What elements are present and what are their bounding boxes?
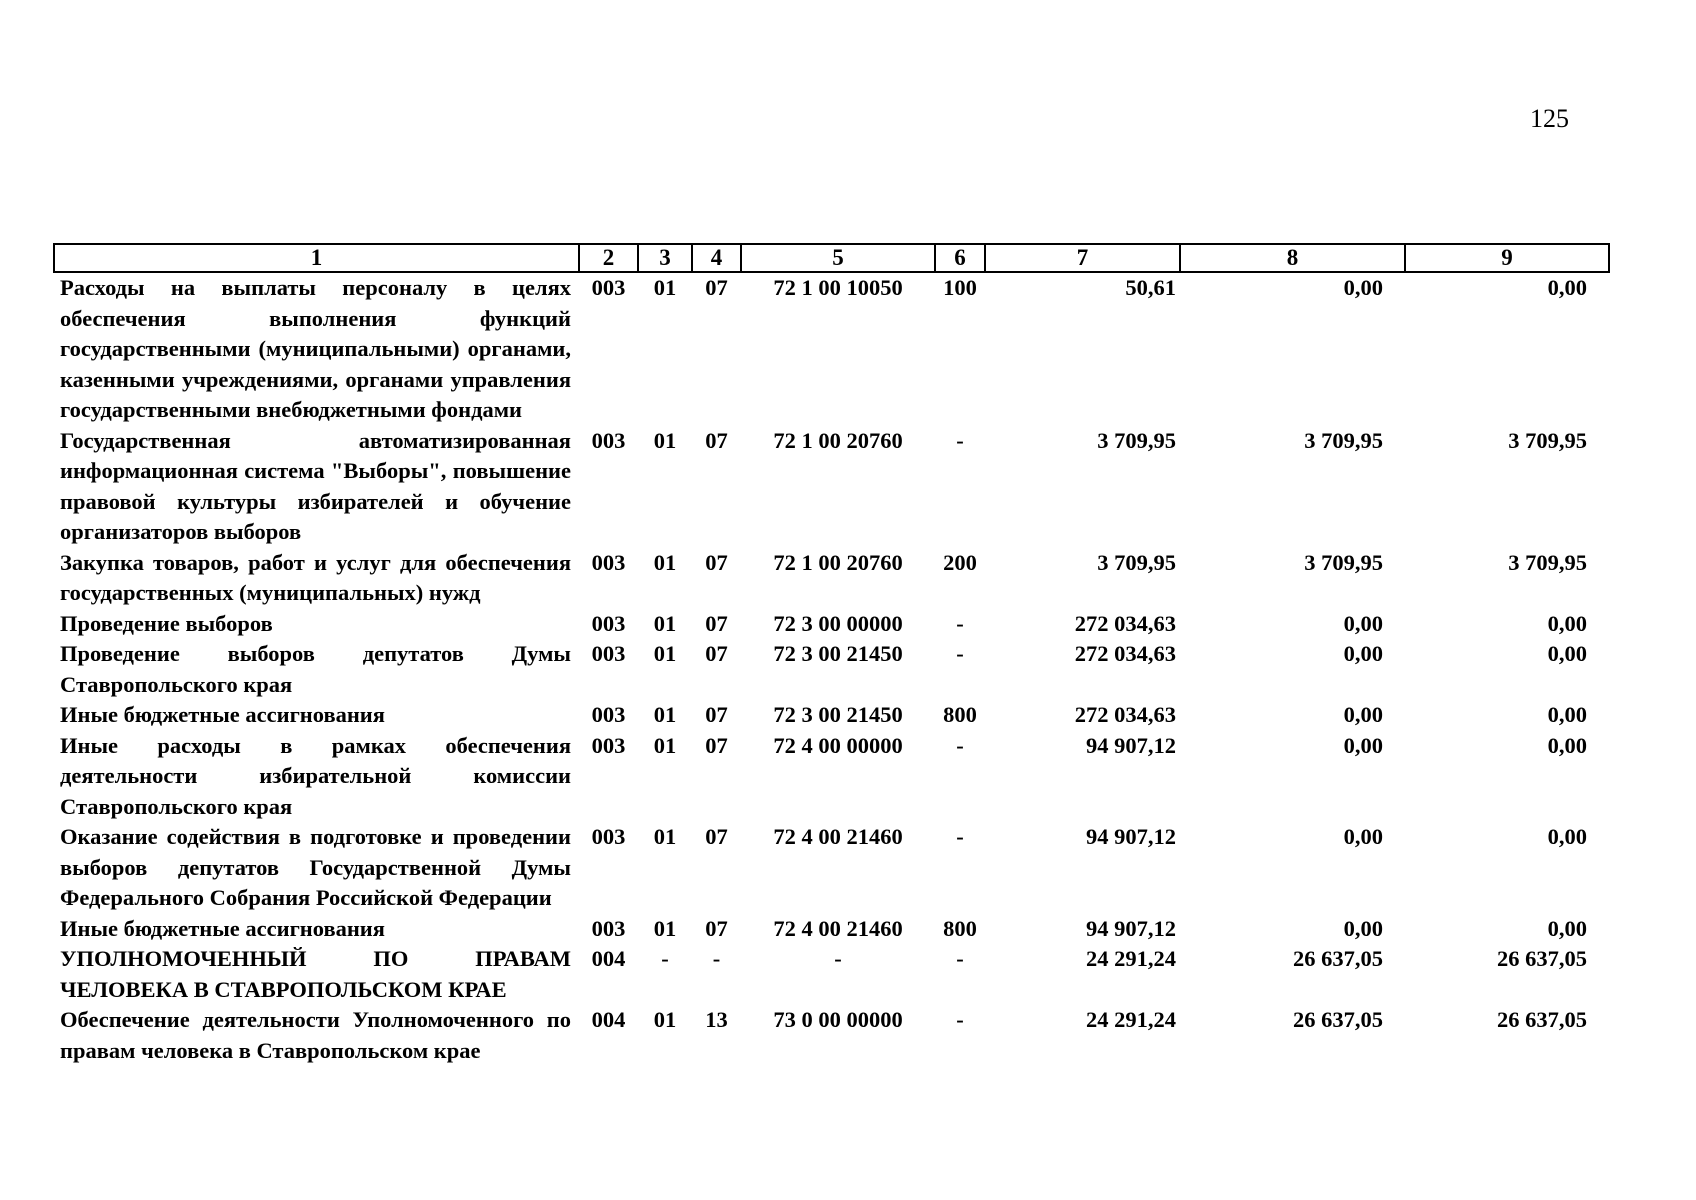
table-row — [54, 944, 1609, 1005]
admin-code: 003 — [591, 915, 626, 941]
subsection-code: 07 — [705, 824, 728, 849]
amount-col7: 50,61 — [1125, 275, 1176, 300]
section-code: 01 — [653, 824, 677, 849]
section-code: 01 — [653, 427, 677, 453]
table-body — [54, 272, 1609, 1066]
target-article-code: 73 0 00 00000 — [773, 1007, 903, 1032]
expense-type-code: 200 — [943, 549, 977, 575]
amount-col8: 3 709,95 — [1304, 427, 1383, 453]
target-article-code: 72 1 00 20760 — [773, 427, 903, 453]
amount-col8: 0,00 — [1343, 915, 1383, 941]
header-row — [54, 244, 1609, 272]
table-row — [54, 914, 1609, 945]
amount-col9: 0,00 — [1547, 275, 1587, 300]
item-name: УПОЛНОМОЧЕННЫЙ ПО ПРАВАМ ЧЕЛОВЕКА В СТАВРОПОЛЬСКОМ КРАЕ — [60, 946, 571, 1002]
amount-col8: 0,00 — [1343, 702, 1383, 727]
item-name: Государственная автоматизированная информационная система "Выборы", повышение правовой культуры избирателей и обучение организаторов выборов — [60, 427, 571, 544]
section-code: 01 — [653, 915, 677, 941]
amount-col9: 26 637,05 — [1497, 1007, 1587, 1032]
amount-col8: 26 637,05 — [1293, 946, 1383, 971]
expense-type-code: - — [956, 1007, 964, 1032]
target-article-code: 72 3 00 21450 — [773, 641, 903, 666]
expense-type-code: - — [956, 610, 964, 636]
column-header: 7 — [985, 244, 1180, 272]
amount-col9: 0,00 — [1547, 824, 1587, 849]
amount-col7: 272 034,63 — [1074, 641, 1176, 666]
item-name: Закупка товаров, работ и услуг для обеспечения государственных (муниципальных) нужд — [60, 549, 571, 605]
table-row — [54, 609, 1609, 640]
amount-col8: 3 709,95 — [1304, 549, 1383, 575]
subsection-code: 07 — [705, 610, 728, 636]
item-name: Проведение выборов — [60, 610, 273, 636]
amount-col9: 3 709,95 — [1508, 549, 1587, 575]
section-code: 01 — [653, 275, 677, 300]
amount-col9: 0,00 — [1547, 610, 1587, 636]
expense-type-code: 800 — [943, 702, 977, 727]
section-code: 01 — [653, 610, 677, 636]
column-header: 8 — [1180, 244, 1405, 272]
subsection-code: 07 — [705, 427, 728, 453]
item-name: Проведение выборов депутатов Думы Ставропольского края — [60, 641, 571, 697]
item-name: Иные бюджетные ассигнования — [60, 915, 385, 941]
amount-col8: 26 637,05 — [1293, 1007, 1383, 1032]
target-article-code: 72 4 00 21460 — [773, 915, 903, 941]
target-article-code: 72 4 00 21460 — [773, 824, 903, 849]
admin-code: 003 — [591, 824, 626, 849]
table-row — [54, 822, 1609, 914]
amount-col7: 94 907,12 — [1086, 732, 1176, 758]
amount-col7: 24 291,24 — [1086, 1007, 1176, 1032]
subsection-code: 07 — [705, 915, 728, 941]
section-code: 01 — [653, 641, 677, 666]
subsection-code: - — [712, 946, 721, 971]
item-name: Иные бюджетные ассигнования — [60, 702, 385, 727]
subsection-code: 07 — [705, 732, 728, 758]
item-name: Иные расходы в рамках обеспечения деятельности избирательной комиссии Ставропольского края — [60, 732, 571, 819]
target-article-code: 72 3 00 00000 — [773, 610, 903, 636]
column-header: 9 — [1405, 244, 1609, 272]
amount-col7: 94 907,12 — [1086, 915, 1176, 941]
subsection-code: 07 — [705, 549, 728, 575]
amount-col8: 0,00 — [1343, 824, 1383, 849]
admin-code: 004 — [591, 946, 626, 971]
subsection-code: 13 — [705, 1007, 728, 1032]
admin-code: 003 — [591, 610, 626, 636]
amount-col9: 0,00 — [1547, 702, 1587, 727]
expense-type-code: 100 — [943, 275, 977, 300]
table-row — [54, 426, 1609, 548]
section-code: 01 — [653, 702, 677, 727]
amount-col7: 3 709,95 — [1097, 549, 1176, 575]
amount-col9: 3 709,95 — [1508, 427, 1587, 453]
expense-type-code: - — [956, 427, 964, 453]
amount-col8: 0,00 — [1343, 732, 1383, 758]
item-name: Оказание содействия в подготовке и проведении выборов депутатов Государственной Думы Федерального Собрания Российской Федерации — [60, 824, 571, 910]
amount-col7: 24 291,24 — [1086, 946, 1176, 971]
item-name: Обеспечение деятельности Уполномоченного по правам человека в Ставропольском крае — [60, 1007, 571, 1063]
amount-col8: 0,00 — [1343, 610, 1383, 636]
section-code: 01 — [653, 549, 677, 575]
column-header: 1 — [54, 244, 579, 272]
column-header: 5 — [741, 244, 935, 272]
expense-type-code: - — [956, 824, 964, 849]
admin-code: 003 — [591, 275, 626, 300]
amount-col8: 0,00 — [1343, 641, 1383, 666]
amount-col7: 272 034,63 — [1074, 702, 1176, 727]
target-article-code: 72 3 00 21450 — [773, 702, 903, 727]
admin-code: 003 — [591, 732, 626, 758]
column-header: 3 — [638, 244, 692, 272]
target-article-code: 72 4 00 00000 — [773, 732, 903, 758]
amount-col9: 26 637,05 — [1497, 946, 1587, 971]
subsection-code: 07 — [705, 275, 728, 300]
section-code: - — [661, 946, 669, 971]
column-header: 4 — [692, 244, 741, 272]
expense-type-code: - — [956, 732, 964, 758]
budget-table — [53, 243, 1610, 1066]
table-row — [54, 731, 1609, 823]
table-row — [54, 700, 1609, 731]
admin-code: 004 — [591, 1007, 626, 1032]
admin-code: 003 — [591, 702, 626, 727]
amount-col9: 0,00 — [1547, 732, 1587, 758]
expense-type-code: - — [956, 641, 964, 666]
admin-code: 003 — [591, 427, 626, 453]
expense-type-code: - — [956, 946, 964, 971]
admin-code: 003 — [591, 549, 626, 575]
amount-col7: 3 709,95 — [1097, 427, 1176, 453]
column-header: 2 — [579, 244, 638, 272]
amount-col9: 0,00 — [1547, 641, 1587, 666]
page-number: 125 — [1530, 104, 1569, 133]
table-row — [54, 639, 1609, 700]
table-row — [54, 548, 1609, 609]
amount-col8: 0,00 — [1343, 275, 1383, 300]
target-article-code: - — [834, 946, 842, 971]
target-article-code: 72 1 00 10050 — [773, 275, 903, 300]
item-name: Расходы на выплаты персоналу в целях обеспечения выполнения функций государственными (муниципальными) органами, казенными учреждениями, органами управления государственными внебюджетными фондами — [60, 275, 571, 422]
admin-code: 003 — [591, 641, 626, 666]
amount-col7: 272 034,63 — [1074, 610, 1176, 636]
amount-col9: 0,00 — [1547, 915, 1587, 941]
expense-type-code: 800 — [943, 915, 977, 941]
section-code: 01 — [653, 1007, 677, 1032]
table-row — [54, 272, 1609, 426]
table-row — [54, 1005, 1609, 1066]
amount-col7: 94 907,12 — [1086, 824, 1176, 849]
subsection-code: 07 — [705, 641, 728, 666]
target-article-code: 72 1 00 20760 — [773, 549, 903, 575]
subsection-code: 07 — [705, 702, 728, 727]
column-header: 6 — [935, 244, 985, 272]
section-code: 01 — [653, 732, 677, 758]
